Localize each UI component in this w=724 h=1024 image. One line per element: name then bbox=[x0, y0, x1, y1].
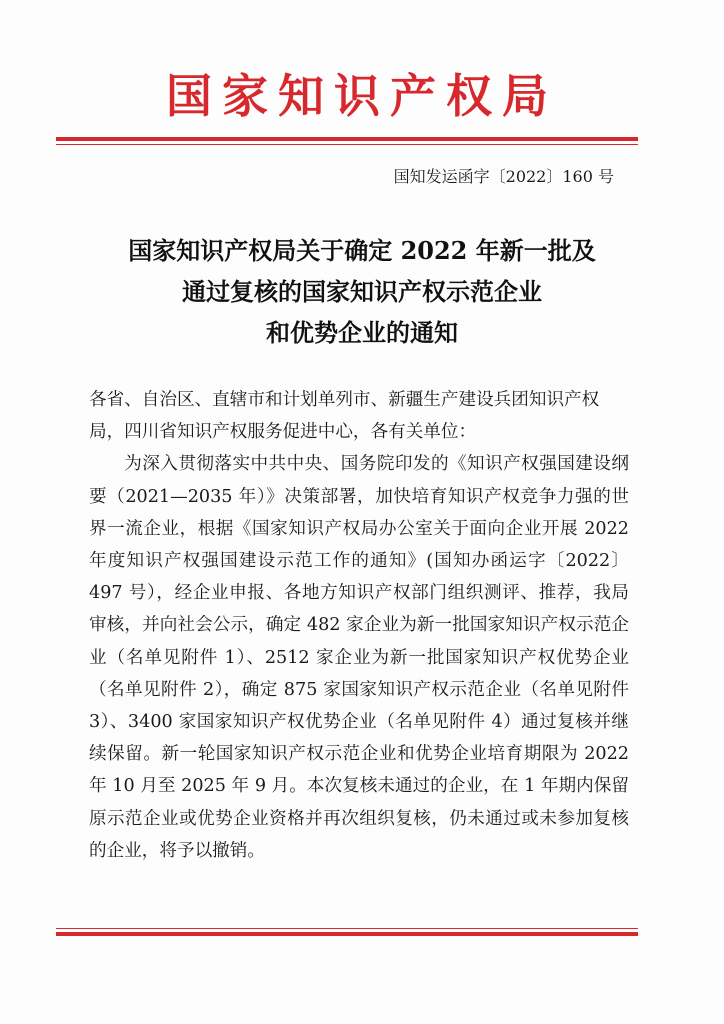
title-line: 国家知识产权局关于确定 2022 年新一批及 bbox=[128, 236, 596, 265]
header-red-rule-thin bbox=[56, 144, 638, 145]
issuing-organization-header: 国家知识产权局 bbox=[166, 69, 558, 123]
header-red-rule-thick bbox=[56, 137, 638, 141]
document-title bbox=[62, 230, 662, 353]
footer-red-rule-thick bbox=[56, 932, 638, 936]
document-body bbox=[89, 384, 629, 867]
title-line: 通过复核的国家知识产权示范企业 bbox=[182, 277, 542, 306]
footer-red-rule-thin bbox=[56, 928, 638, 929]
document-number: 国知发运函字〔2022〕160 号 bbox=[393, 167, 614, 186]
body-paragraph: 为深入贯彻落实中共中央、国务院印发的《知识产权强国建设纲要（2021—2035 年）》决策部署，加快培育知识产权竞争力强的世界一流企业，根据《国家知识产权局办公室关于面向企业开展 2022 年度知识产权强国建设示范工作的通知》(国知办函运字〔2022〕497 号），经企业申报、各地方知识产权部门组织测评、推荐，我局审核，并向社会公示，确定 482 家企业为新一批国家知识产权示范企业（名单见附件 1）、2512 家企业为新一批国家知识产权优势企业（名单见附件 2），确定 875 家国家知识产权示范企业（名单见附件 3）、3400 家国家知识产权优势企业（名单见附件 4）通过复核并继续保留。新一轮国家知识产权示范企业和优势企业培育期限为 2022 年 10 月至 2025 年 9 月。本次复核未通过的企业，在 1 年期内保留原示范企业或优势企业资格并再次组织复核，仍未通过或未参加复核的企业，将予以撤销。 bbox=[89, 454, 629, 861]
title-line: 和优势企业的通知 bbox=[266, 318, 458, 347]
salutation: 各省、自治区、直辖市和计划单列市、新疆生产建设兵团知识产权局，四川省知识产权服务促进中心，各有关单位： bbox=[89, 390, 600, 443]
